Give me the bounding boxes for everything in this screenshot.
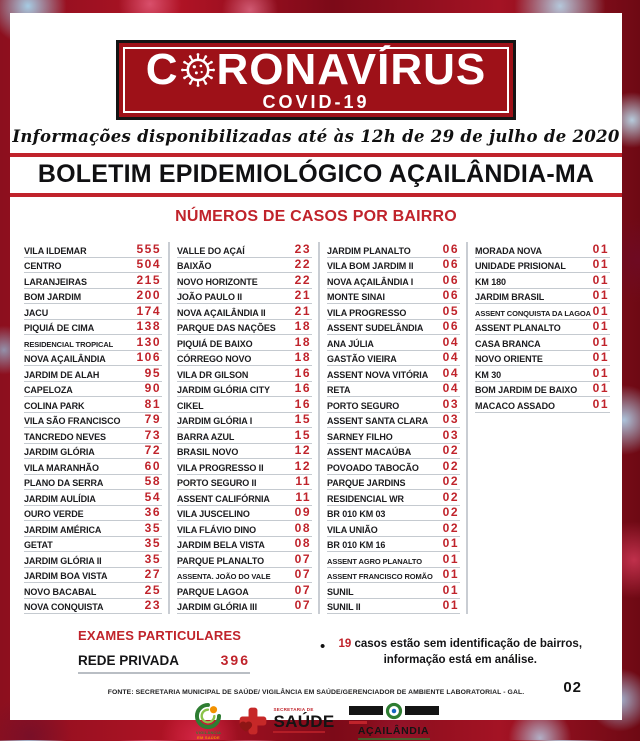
table-row xyxy=(327,583,460,599)
bairro-value: 21 xyxy=(294,303,311,318)
bairro-name: OURO VERDE xyxy=(24,509,84,519)
bulletin-card xyxy=(10,13,622,740)
bairro-value: 04 xyxy=(442,350,459,364)
bairro-value: 08 xyxy=(294,520,311,535)
bairro-name: JARDIM GLÓRIA III xyxy=(177,602,257,612)
private-network-label: REDE PRIVADA xyxy=(78,653,180,668)
bairro-name: PORTO SEGURO II xyxy=(177,478,257,488)
bairro-name: VILA JUSCELINO xyxy=(177,509,250,519)
bairro-value: 03 xyxy=(442,396,459,411)
table-row xyxy=(327,459,460,475)
bairro-value: 04 xyxy=(442,381,459,395)
bairro-value: 15 xyxy=(294,427,311,442)
bairro-value: 01 xyxy=(442,567,459,581)
bairro-name: JARDIM GLÓRIA CITY xyxy=(177,385,270,395)
bairro-name: PLANO DA SERRA xyxy=(24,478,104,488)
table-row xyxy=(177,475,312,491)
bairro-value: 04 xyxy=(442,365,459,380)
vigilancia-caption xyxy=(196,731,221,741)
bairro-value: 02 xyxy=(442,474,459,488)
vigilancia-caption-line1: VIGILÂNCIA xyxy=(195,730,222,735)
bairro-name: JARDIM BOA VISTA xyxy=(24,571,108,581)
table-row xyxy=(24,506,162,522)
table-row xyxy=(24,475,162,491)
bairro-value: 01 xyxy=(592,319,609,333)
page-number: 02 xyxy=(563,679,582,696)
table-row xyxy=(177,583,312,599)
table-row xyxy=(24,304,162,320)
table-row xyxy=(24,366,162,382)
vigilancia-em-saude-logo xyxy=(193,701,223,741)
bairro-value: 174 xyxy=(136,303,161,318)
bairro-value: 08 xyxy=(294,536,311,550)
bairro-value: 54 xyxy=(144,489,161,504)
red-rule-bottom xyxy=(10,193,622,197)
bairro-value: 06 xyxy=(442,257,459,271)
bairro-name: SARNEY FILHO xyxy=(327,431,393,442)
bairro-value: 01 xyxy=(442,551,459,566)
bairro-value: 106 xyxy=(136,350,161,364)
bairro-name: RESIDENCIAL WR xyxy=(327,493,404,504)
table-row xyxy=(327,568,460,584)
table-row xyxy=(475,289,610,305)
source-line: FONTE: SECRETARIA MUNICIPAL DE SAÚDE/ VIGILÂNCIA EM SAÚDE/GERENCIADOR DE AMBIENTE LABORATORIAL - GAL. xyxy=(107,689,525,696)
bairro-name: LARANJEIRAS xyxy=(24,276,87,287)
saude-top-label: SECRETARIA DE xyxy=(273,707,314,713)
bairro-name: VILA PROGRESSO xyxy=(327,307,407,318)
bairro-name: JARDIM AMÉRICA xyxy=(24,524,102,535)
bairro-value: 11 xyxy=(295,489,311,504)
bairro-name: JARDIM GLÓRIA II xyxy=(24,555,102,566)
bairro-value: 11 xyxy=(295,474,311,488)
table-row xyxy=(24,351,162,367)
black-bar-right xyxy=(405,706,439,715)
table-row xyxy=(24,552,162,568)
prefeitura-acailandia-logo xyxy=(349,702,439,741)
table-row xyxy=(327,413,460,429)
bullet-icon: • xyxy=(320,638,326,655)
bairro-name: VILA FLÁVIO DINO xyxy=(177,524,257,535)
bairro-name: CAPELOZA xyxy=(24,385,73,395)
bairro-value: 130 xyxy=(136,334,161,349)
coronavirus-banner xyxy=(116,40,516,120)
saude-main-label: SAÚDE xyxy=(273,711,335,731)
table-row xyxy=(475,351,610,367)
section-title: NÚMEROS DE CASOS POR BAIRRO xyxy=(175,208,457,225)
bairro-value: 05 xyxy=(442,303,459,318)
bairro-name: SUNIL II xyxy=(327,602,361,612)
bairro-value: 01 xyxy=(592,396,609,411)
bairro-name: CIKEL xyxy=(177,400,204,411)
note-text xyxy=(334,637,586,674)
bairro-name: GASTÃO VIEIRA xyxy=(327,354,397,364)
bairro-value: 79 xyxy=(144,412,161,426)
bairro-value: 200 xyxy=(136,288,161,302)
bairro-value: 12 xyxy=(294,458,311,473)
bairro-name: PORTO SEGURO xyxy=(327,400,400,411)
bairro-value: 21 xyxy=(294,288,311,302)
bairro-name: JARDIM AULÍDIA xyxy=(24,493,96,504)
bulletin-title: BOLETIM EPIDEMIOLÓGICO AÇAILÂNDIA-MA xyxy=(37,160,595,188)
table-row xyxy=(177,521,312,537)
table-row xyxy=(327,506,460,522)
table-row xyxy=(475,320,610,336)
table-row xyxy=(327,490,460,506)
virus-icon xyxy=(180,52,216,88)
bairro-name: JARDIM PLANALTO xyxy=(327,245,411,256)
bairro-name: TANCREDO NEVES xyxy=(24,431,106,442)
table-row xyxy=(177,335,312,351)
table-row xyxy=(475,366,610,382)
bairro-value: 81 xyxy=(144,396,161,411)
note-highlight-number: 19 xyxy=(338,638,352,650)
table-row xyxy=(327,552,460,568)
bairro-name: SUNIL xyxy=(327,586,354,597)
bairro-name: ASSENT MACAÚBA xyxy=(327,447,412,457)
bairro-value: 03 xyxy=(442,412,459,426)
private-exams-heading: EXAMES PARTICULARES xyxy=(78,628,242,643)
bairro-value: 72 xyxy=(144,443,161,457)
table-row xyxy=(475,397,610,413)
bairro-value: 07 xyxy=(294,551,311,566)
table-row xyxy=(327,521,460,537)
table-row xyxy=(177,382,312,398)
secretaria-saude-logo xyxy=(237,705,334,737)
table-row xyxy=(177,366,312,382)
bairro-value: 06 xyxy=(442,241,459,256)
bairro-value: 18 xyxy=(294,334,311,349)
bairro-name: ASSENT CONQUISTA DA LAGOA xyxy=(475,308,591,318)
bairro-name: VILA DR GILSON xyxy=(177,369,249,380)
bairro-column xyxy=(318,242,466,614)
bairro-name: NOVO HORIZONTE xyxy=(177,276,258,287)
table-row xyxy=(177,304,312,320)
bairro-name: PARQUE DAS NAÇÕES xyxy=(177,323,276,333)
table-row xyxy=(24,320,162,336)
table-row xyxy=(24,289,162,305)
bairro-name: BARRA AZUL xyxy=(177,431,235,442)
bairro-value: 27 xyxy=(144,567,161,581)
footer-logos xyxy=(10,701,622,741)
table-row xyxy=(327,335,460,351)
bairro-name: NOVA CONQUISTA xyxy=(24,602,104,612)
bairro-name: KM 180 xyxy=(475,276,506,287)
bairro-value: 06 xyxy=(442,288,459,302)
bairro-column xyxy=(22,242,168,614)
bairro-name: VILA MARANHÃO xyxy=(24,462,99,473)
bairro-value: 07 xyxy=(294,567,311,581)
bairro-value: 02 xyxy=(442,505,459,519)
banner-subtitle: COVID-19 xyxy=(262,91,370,112)
bairro-value: 01 xyxy=(442,598,459,612)
table-row xyxy=(475,242,610,258)
bairro-name: ASSENT SANTA CLARA xyxy=(327,416,429,426)
bairro-name: NOVA AÇAILÂNDIA xyxy=(24,354,106,364)
table-row xyxy=(24,490,162,506)
bairro-value: 01 xyxy=(592,303,609,318)
bairro-name: NOVO ORIENTE xyxy=(475,354,543,364)
bairro-name: ASSENT CALIFÓRNIA xyxy=(177,493,270,504)
table-row xyxy=(177,289,312,305)
bairro-value: 23 xyxy=(144,598,161,612)
private-exams-block xyxy=(24,628,320,674)
table-row xyxy=(24,537,162,553)
bairro-value: 504 xyxy=(136,257,161,271)
table-row xyxy=(177,273,312,289)
table-row xyxy=(24,258,162,274)
table-row xyxy=(327,273,460,289)
bairro-name: NOVA AÇAILÂNDIA I xyxy=(327,276,414,287)
table-row xyxy=(327,242,460,258)
bairro-value: 35 xyxy=(144,536,161,550)
bairro-value: 01 xyxy=(442,582,459,597)
table-row xyxy=(475,273,610,289)
table-row xyxy=(177,599,312,615)
banner-title xyxy=(145,44,487,94)
bairro-value: 35 xyxy=(144,551,161,566)
table-row xyxy=(327,599,460,615)
table-row xyxy=(327,289,460,305)
table-row xyxy=(475,304,610,320)
table-row xyxy=(327,397,460,413)
bairro-name: JOÃO PAULO II xyxy=(177,292,243,302)
bairro-name: POVOADO TABOCÃO xyxy=(327,462,419,473)
table-row xyxy=(24,382,162,398)
table-row xyxy=(327,366,460,382)
bairro-name: MACACO ASSADO xyxy=(475,400,555,411)
bairro-name: CENTRO xyxy=(24,261,62,271)
table-row xyxy=(327,320,460,336)
prefeitura-red-bar xyxy=(349,721,367,725)
bairro-name: UNIDADE PRISIONAL xyxy=(475,261,566,271)
bairro-name: ASSENT NOVA VITÓRIA xyxy=(327,369,429,380)
bairro-name: BR 010 KM 16 xyxy=(327,540,386,550)
bairro-value: 01 xyxy=(592,288,609,302)
info-date-line: Informações disponibilizadas até às 12h de 29 de julho de 2020 xyxy=(12,127,620,146)
bairro-name: JARDIM BELA VISTA xyxy=(177,540,265,550)
table-row xyxy=(475,382,610,398)
bairro-value: 215 xyxy=(136,272,161,287)
bairro-name: BAIXÃO xyxy=(177,261,212,271)
table-row xyxy=(177,242,312,258)
table-row xyxy=(327,475,460,491)
banner-title-c: C xyxy=(145,44,179,94)
prefeitura-main-label: AÇAILÂNDIA xyxy=(357,725,430,738)
table-row xyxy=(177,413,312,429)
table-row xyxy=(327,537,460,553)
table-row xyxy=(177,320,312,336)
bairro-value: 60 xyxy=(144,458,161,473)
banner-title-rest: RONAVÍRUS xyxy=(216,44,487,94)
vigilancia-swirl-icon xyxy=(193,701,223,731)
cases-table xyxy=(10,242,622,614)
bairro-name: ANA JÚLIA xyxy=(327,338,374,349)
bairro-value: 18 xyxy=(294,350,311,364)
saude-slogan-bar xyxy=(273,731,325,733)
table-row xyxy=(177,568,312,584)
table-row xyxy=(24,242,162,258)
bairro-name: JACU xyxy=(24,307,49,318)
bairro-value: 01 xyxy=(592,272,609,287)
table-row xyxy=(177,506,312,522)
bairro-name: PARQUE PLANALTO xyxy=(177,555,265,566)
table-row xyxy=(327,304,460,320)
bairro-name: ASSENT SUDELÂNDIA xyxy=(327,323,424,333)
bairro-name: BR 010 KM 03 xyxy=(327,509,386,519)
bairro-name: PIQUIÁ DE BAIXO xyxy=(177,338,253,349)
bairro-name: KM 30 xyxy=(475,369,502,380)
table-row xyxy=(177,459,312,475)
bairro-value: 25 xyxy=(144,582,161,597)
bairro-value: 12 xyxy=(294,443,311,457)
bairro-value: 555 xyxy=(136,241,161,256)
table-row xyxy=(475,258,610,274)
bairro-value: 138 xyxy=(136,319,161,333)
bairro-value: 01 xyxy=(592,381,609,395)
table-row xyxy=(327,382,460,398)
bairro-value: 02 xyxy=(442,520,459,535)
bairro-value: 73 xyxy=(144,427,161,442)
bairro-value: 01 xyxy=(592,257,609,271)
bairro-name: RESIDENCIAL TROPICAL xyxy=(24,339,114,349)
table-row xyxy=(24,428,162,444)
private-network-value: 396 xyxy=(220,652,250,668)
bairro-name: COLINA PARK xyxy=(24,400,85,411)
bairro-value: 06 xyxy=(442,272,459,287)
table-row xyxy=(177,397,312,413)
bairro-name: BOM JARDIM xyxy=(24,292,81,302)
bairro-name: JARDIM GLÓRIA xyxy=(24,447,95,457)
bairro-name: JARDIM BRASIL xyxy=(475,292,545,302)
bairro-value: 36 xyxy=(144,505,161,519)
table-row xyxy=(24,273,162,289)
bairro-name: ASSENT FRANCISCO ROMÃO xyxy=(327,572,433,581)
bairro-value: 06 xyxy=(442,319,459,333)
bairro-value: 95 xyxy=(144,365,161,380)
table-row xyxy=(24,583,162,599)
health-cross-heart-icon xyxy=(237,705,269,737)
bairro-name: ASSENTA. JOÃO DO VALE xyxy=(177,572,271,581)
table-row xyxy=(177,258,312,274)
table-row xyxy=(327,351,460,367)
bairro-name: JARDIM DE ALAH xyxy=(24,369,100,380)
bairro-value: 15 xyxy=(294,412,311,426)
bairro-name: VILA SÃO FRANCISCO xyxy=(24,416,121,426)
bairro-value: 18 xyxy=(294,319,311,333)
bairro-value: 04 xyxy=(442,334,459,349)
table-row xyxy=(24,444,162,460)
table-row xyxy=(24,521,162,537)
bairro-name: VILA PROGRESSO II xyxy=(177,462,264,473)
table-row xyxy=(24,599,162,615)
table-row xyxy=(24,459,162,475)
bairro-value: 02 xyxy=(442,443,459,457)
bairro-name: JARDIM GLÓRIA I xyxy=(177,416,253,426)
bairro-name: PIQUIÁ DE CIMA xyxy=(24,323,95,333)
bottom-section xyxy=(10,628,622,674)
bairro-name: GETAT xyxy=(24,540,53,550)
bairro-value: 23 xyxy=(294,241,311,256)
bairro-name: CASA BRANCA xyxy=(475,338,541,349)
bairro-name: VILA ILDEMAR xyxy=(24,245,87,256)
bairro-value: 03 xyxy=(442,427,459,442)
bairro-name: VALLE DO AÇAÍ xyxy=(177,245,245,256)
bairro-name: MORADA NOVA xyxy=(475,245,542,256)
bairro-value: 01 xyxy=(592,350,609,364)
table-row xyxy=(24,335,162,351)
bairro-value: 22 xyxy=(294,272,311,287)
bairro-name: NOVO BACABAL xyxy=(24,586,97,597)
table-row xyxy=(24,413,162,429)
table-row xyxy=(177,537,312,553)
bairro-name: RETA xyxy=(327,385,351,395)
table-row xyxy=(475,335,610,351)
table-row xyxy=(177,552,312,568)
bairro-column xyxy=(168,242,318,614)
table-row xyxy=(177,428,312,444)
bairro-name: ASSENT AGRO PLANALTO xyxy=(327,556,422,566)
table-row xyxy=(24,568,162,584)
bairro-value: 16 xyxy=(294,396,311,411)
table-row xyxy=(327,428,460,444)
bairro-value: 01 xyxy=(592,334,609,349)
table-row xyxy=(177,490,312,506)
bairro-name: CÓRREGO NOVO xyxy=(177,354,252,364)
prefeitura-emblem-icon xyxy=(385,702,403,720)
vigilancia-caption-line2: EM SAÚDE xyxy=(197,734,220,740)
bairro-column xyxy=(466,242,616,614)
table-row xyxy=(24,397,162,413)
bairro-value: 90 xyxy=(144,381,161,395)
bairro-name: PARQUE LAGOA xyxy=(177,586,249,597)
bairro-value: 09 xyxy=(294,505,311,519)
bairro-name: PARQUE JARDINS xyxy=(327,478,406,488)
prefeitura-bars xyxy=(349,702,439,720)
bairro-name: BOM JARDIM DE BAIXO xyxy=(475,385,578,395)
bairro-value: 16 xyxy=(294,365,311,380)
table-row xyxy=(327,444,460,460)
bairro-name: BRASIL NOVO xyxy=(177,447,239,457)
table-row xyxy=(177,444,312,460)
private-network-row xyxy=(78,652,250,674)
bairro-value: 02 xyxy=(442,489,459,504)
bairro-value: 01 xyxy=(592,241,609,256)
bairro-name: MONTE SINAI xyxy=(327,292,385,302)
bairro-name: ASSENT PLANALTO xyxy=(475,323,561,333)
table-row xyxy=(327,258,460,274)
bairro-value: 07 xyxy=(294,582,311,597)
bairro-value: 01 xyxy=(592,365,609,380)
bairro-value: 01 xyxy=(442,536,459,550)
bairro-value: 07 xyxy=(294,598,311,612)
table-row xyxy=(177,351,312,367)
bairro-value: 58 xyxy=(144,474,161,488)
bairro-value: 16 xyxy=(294,381,311,395)
unidentified-cases-note xyxy=(320,628,608,674)
black-bar-left xyxy=(349,706,383,715)
bairro-value: 02 xyxy=(442,458,459,473)
bairro-name: VILA BOM JARDIM II xyxy=(327,261,414,271)
bairro-name: NOVA AÇAILÂNDIA II xyxy=(177,307,266,318)
bairro-name: VILA UNIÃO xyxy=(327,524,378,535)
bairro-value: 35 xyxy=(144,520,161,535)
note-rest: casos estão sem identificação de bairros, informação está em análise. xyxy=(351,638,583,666)
bairro-value: 22 xyxy=(294,257,311,271)
saude-text-block xyxy=(273,708,334,733)
